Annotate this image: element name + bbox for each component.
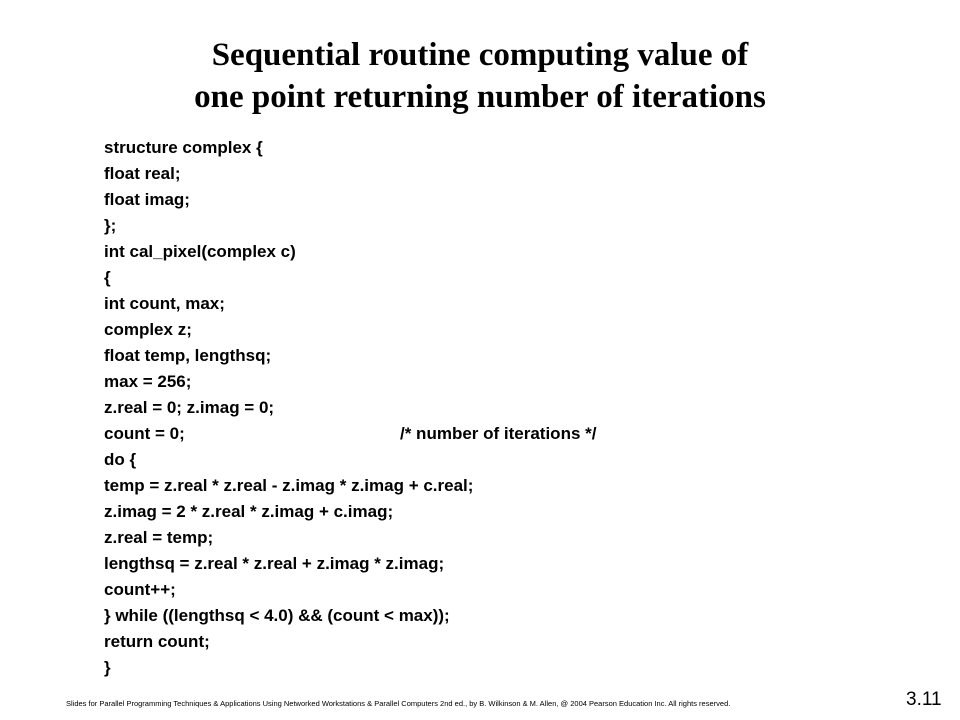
code-text: }; (104, 216, 117, 235)
code-line (104, 213, 864, 239)
code-line (104, 135, 864, 161)
page-number: 3.11 (906, 689, 942, 710)
code-line (104, 291, 864, 317)
code-text: } while ((lengthsq < 4.0) && (count < max)); (104, 606, 450, 625)
code-text: int count, max; (104, 294, 225, 313)
code-line (104, 447, 864, 473)
slide-title-line-1: Sequential routine computing value of (211, 37, 749, 73)
code-text: float real; (104, 164, 181, 183)
code-text: count++; (104, 580, 176, 599)
code-text: max = 256; (104, 372, 192, 391)
code-listing (104, 135, 864, 681)
code-line (104, 603, 864, 629)
code-text: return count; (104, 632, 210, 651)
code-line (104, 369, 864, 395)
code-line (104, 473, 864, 499)
code-comment: /* number of iterations */ (400, 424, 597, 443)
code-text: { (104, 268, 111, 287)
code-text: lengthsq = z.real * z.real + z.imag * z.imag; (104, 554, 445, 573)
code-line (104, 655, 864, 681)
code-line (104, 395, 864, 421)
code-text: z.imag = 2 * z.real * z.imag + c.imag; (104, 502, 394, 521)
code-text: float temp, lengthsq; (104, 346, 272, 365)
code-line (104, 577, 864, 603)
code-text: do { (104, 450, 137, 469)
code-line (104, 551, 864, 577)
slide-title (0, 34, 960, 118)
code-text: z.real = temp; (104, 528, 214, 547)
code-line (104, 343, 864, 369)
code-line (104, 421, 864, 447)
code-line (104, 161, 864, 187)
code-line (104, 187, 864, 213)
code-line (104, 629, 864, 655)
slide-title-line-2: one point returning number of iterations (194, 79, 766, 115)
code-line (104, 239, 864, 265)
code-text: int cal_pixel(complex c) (104, 242, 296, 261)
code-text: count = 0; (104, 424, 185, 443)
footer-credit: Slides for Parallel Programming Techniques & Applications Using Networked Workstations & Parallel Computers 2nd ed., by B. Wilkinson & M. Allen, @ 2004 Pearson Education Inc. All rights reserved. (66, 699, 731, 708)
code-text: } (104, 658, 111, 677)
code-line (104, 317, 864, 343)
code-text: z.real = 0; z.imag = 0; (104, 398, 275, 417)
code-line (104, 499, 864, 525)
code-text: temp = z.real * z.real - z.imag * z.imag + c.real; (104, 476, 474, 495)
code-text: complex z; (104, 320, 192, 339)
code-line (104, 525, 864, 551)
code-text: structure complex { (104, 138, 263, 157)
code-line (104, 265, 864, 291)
code-text: float imag; (104, 190, 190, 209)
